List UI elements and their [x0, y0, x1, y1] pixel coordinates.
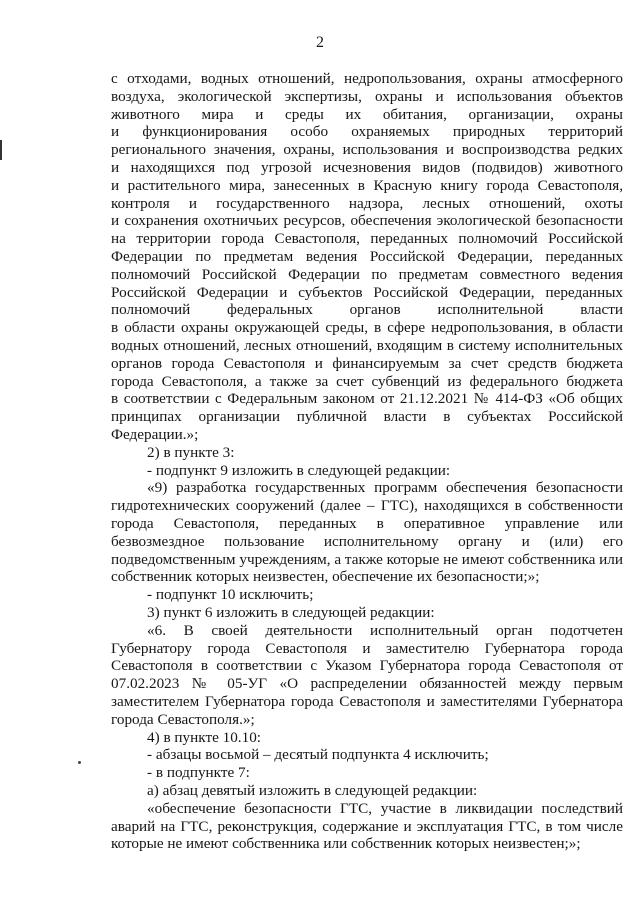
text-line: а) абзац девятый изложить в следующей редакции:	[147, 782, 478, 799]
text-line: собственник которых неизвестен, обеспечение их безопасности;»;	[111, 568, 540, 586]
text-line: полномочий федеральных органов исполнительной власти	[111, 301, 623, 319]
text-line: 07.02.2023 № 05-УГ «О распределении обязанностей между первым	[111, 675, 623, 693]
text-line: животного мира и среды их обитания, организации, охраны	[111, 105, 623, 123]
text-line: Губернатору города Севастополя и заместителю Губернатора города	[111, 639, 623, 657]
text-line: города Севастополя.»;	[111, 710, 255, 728]
text-line: Федерации по предметам ведения Российской Федерации, переданных	[111, 248, 623, 265]
text-line: аварий на ГТС, реконструкция, содержание и эксплуатация ГТС, в том числе	[111, 817, 623, 835]
text-line: безвозмездное пользование исполнительному органу и (или) его	[111, 532, 623, 550]
text-line: полномочий Российской Федерации по предметам совместного ведения	[111, 265, 623, 283]
text-line: гидротехнических сооружений (далее – ГТС), находящихся в собственности	[111, 497, 623, 515]
text-line: с отходами, водных отношений, недропользования, охраны атмосферного	[111, 70, 623, 87]
text-line: которые не имеют собственника или собственник которых неизвестен;»;	[111, 835, 581, 853]
text-line: контроля и государственного надзора, лесных отношений, охоты	[111, 194, 623, 212]
text-line: 4) в пункте 10.10:	[147, 728, 262, 746]
text-line: «обеспечение безопасности ГТС, участие в ликвидации последствий	[147, 799, 623, 817]
text-line: - в подпункте 7:	[147, 764, 250, 782]
text-line: «9) разработка государственных программ обеспечения безопасности	[147, 479, 623, 497]
text-line: Севастополя в соответствии с Указом Губернатора города Севастополя от	[111, 657, 623, 675]
text-line: принципах организации публичной власти в субъектах Российской	[111, 408, 623, 426]
text-line: Федерации.»;	[111, 426, 199, 443]
text-line: города Севастополя, переданных в оперативное управление или	[111, 515, 623, 532]
text-line: - абзацы восьмой – десятый подпункта 4 исключить;	[147, 746, 489, 764]
text-line: подведомственным учреждениям, а также которые не имеют собственника или	[111, 550, 623, 568]
text-line: 2) в пункте 3:	[147, 443, 235, 461]
text-line: Российской Федерации и субъектов Российской Федерации, переданных	[111, 283, 623, 301]
text-line: «6. В своей деятельности исполнительный орган подотчетен	[147, 621, 623, 639]
text-line: и находящихся под угрозой исчезновения видов (подвидов) животного	[111, 159, 623, 176]
text-line: водных отношений, лесных отношений, входящим в систему исполнительных	[111, 337, 623, 354]
text-line: - подпункт 9 изложить в следующей редакции:	[147, 461, 451, 479]
text-line: - подпункт 10 исключить;	[147, 586, 314, 604]
text-line: органов города Севастополя и финансируемым за счет средств бюджета	[111, 354, 623, 372]
page-number: 2	[316, 34, 324, 51]
text-line: регионального значения, охраны, использования и воспроизводства редких	[111, 141, 623, 159]
text-line: в соответствии с Федеральным законом от 21.12.2021 № 414-ФЗ «Об общих	[111, 390, 623, 408]
text-line: заместителем Губернатора города Севастополя и заместителями Губернатора	[111, 693, 623, 710]
text-line: города Севастополя, а также за счет субвенций из федерального бюджета	[111, 372, 623, 390]
text-line: на территории города Севастополя, переданных полномочий Российской	[111, 230, 623, 248]
text-line: воздуха, экологической экспертизы, охраны и использования объектов	[111, 87, 623, 105]
text-line: и растительного мира, занесенных в Красную книгу города Севастополя,	[111, 176, 623, 194]
text-line: в области охраны окружающей среды, в сфере недропользования, в области	[111, 319, 623, 337]
text-line: и функционирования особо охраняемых природных территорий	[111, 123, 623, 141]
text-line: 3) пункт 6 изложить в следующей редакции:	[147, 604, 435, 621]
text-line: и сохранения охотничьих ресурсов, обеспечения экологической безопасности	[111, 212, 623, 230]
